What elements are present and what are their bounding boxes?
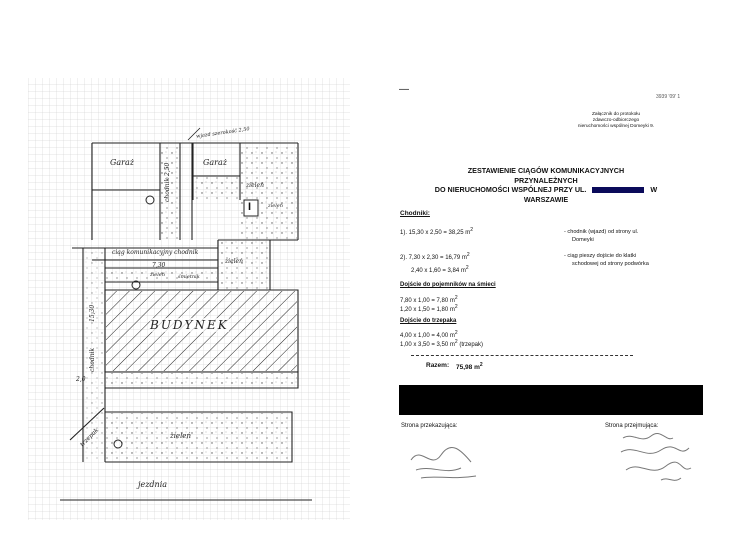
calc-line: 7,80 x 1,00 = 7,80 $m^2$ xyxy=(400,295,458,304)
calc-line: 2,40 x 1,60 = 3,84 $m^2$ xyxy=(411,265,469,274)
redacted-block xyxy=(399,385,703,415)
calc-line: 1,00 x 3,50 = 3,50 $m^2$ (trzepak) xyxy=(400,339,483,348)
calc-note: - chodnik (wjazd) od strony ul. Domeyki xyxy=(564,229,639,243)
calc-line: 4,00 x 1,00 = 4,00 $m^2$ xyxy=(400,330,458,339)
redacted-street xyxy=(592,187,644,193)
building-label: BUDYNEK xyxy=(150,318,229,332)
total-label: Razem: xyxy=(426,362,450,369)
dimension-label: 2,0 xyxy=(76,376,86,383)
green-label: zieleń xyxy=(225,258,243,265)
receiving-label: Strona przejmująca: xyxy=(605,423,659,429)
calc-note: - ciąg pieszy dojście do klatki schodowej od strony podwórka xyxy=(564,253,649,267)
dimension-label: 7,30 xyxy=(152,262,166,269)
page-stamp: 3939 '09' 1 xyxy=(656,94,681,100)
chodnik-label: chodnik xyxy=(89,347,96,372)
green-label: zieleń xyxy=(268,203,283,209)
roman-marker: I xyxy=(248,201,252,213)
green-label: zieleń xyxy=(150,272,165,278)
green-label: zieleń xyxy=(246,182,264,189)
section-heading: Dojście do trzepaka xyxy=(400,318,457,324)
calc-line: 1). 15,30 x 2,50 = 38,25 $m^2$ xyxy=(400,227,473,236)
signature-right xyxy=(611,430,701,490)
street-label: jezdnia xyxy=(138,480,168,489)
bin-label: śmietnik xyxy=(178,274,200,280)
handing-over-label: Strona przekazująca: xyxy=(401,423,458,429)
green-label: zieleń xyxy=(170,432,191,440)
garage-label: Garaż xyxy=(110,158,134,167)
calc-line: 2). 7,30 x 2,30 = 16,79 $m^2$ xyxy=(400,252,470,261)
protocol-page xyxy=(371,0,742,558)
garage-label: Garaż xyxy=(203,158,227,167)
annex-note: Załącznik do protokołu zdawczo-odbiorczego nieruchomości wspólnej Domeyki 9. xyxy=(577,112,655,129)
top-dash: — xyxy=(399,84,409,95)
dimension-label: 15,30 xyxy=(89,304,96,322)
section-heading: Dojście do pojemników na śmieci xyxy=(400,282,496,288)
path-label: ciąg komunikacyjny chodnik xyxy=(112,249,199,256)
total-divider xyxy=(411,355,633,356)
sidewalk-label: chodnik 2,50 xyxy=(164,162,171,202)
total-value: 75,98 $m^2$ xyxy=(456,362,483,372)
width-note: wjazd szerokość 2,50 xyxy=(195,126,251,140)
signature-left xyxy=(401,440,491,485)
calc-line: 1,20 x 1,50 = 1,80 $m^2$ xyxy=(400,304,458,313)
document-title: ZESTAWIENIE CIĄGÓW KOMUNIKACYJNYCH PRZYNALEŻNYCH DO NIERUCHOMOŚCI WSPÓLNEJ PRZY UL. W WARSZAWIE xyxy=(434,166,658,204)
trzepak-label: trzepak xyxy=(78,426,101,449)
section-heading: Chodniki: xyxy=(400,210,430,217)
